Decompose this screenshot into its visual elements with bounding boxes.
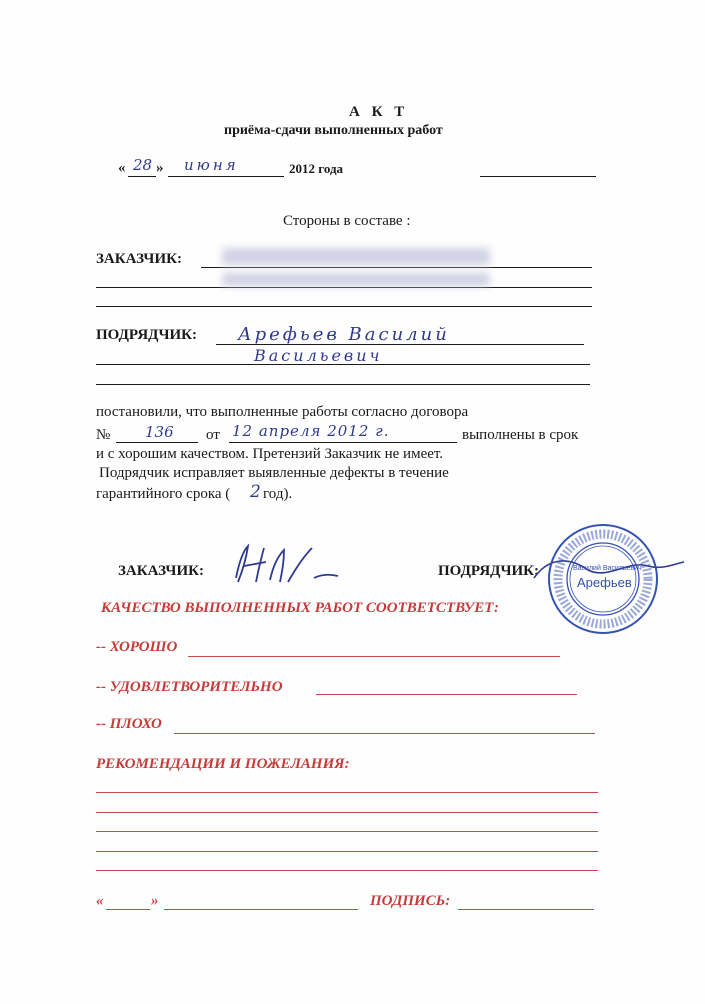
place-line: [480, 176, 596, 177]
company-stamp: [547, 523, 659, 635]
recommendations-line-5[interactable]: [96, 870, 598, 871]
body-from: от: [206, 427, 220, 443]
date-day-line: [128, 176, 156, 177]
contract-number-line: [116, 442, 198, 443]
quality-satisfactory-line[interactable]: [316, 694, 577, 695]
recommendations-line-4[interactable]: [96, 851, 598, 852]
body-line-1: постановили, что выполненные работы согласно договора: [96, 404, 469, 420]
date-close-quote: »: [156, 160, 164, 176]
recommendations-heading: РЕКОМЕНДАЦИИ И ПОЖЕЛАНИЯ:: [96, 756, 350, 772]
customer-line-2: [96, 287, 592, 288]
body-number-sign: №: [96, 427, 111, 443]
recommendations-line-1[interactable]: [96, 792, 598, 793]
quality-good: -- ХОРОШО: [96, 639, 178, 655]
quality-bad-line[interactable]: [174, 733, 595, 734]
document-title: А К Т: [349, 104, 409, 120]
quality-satisfactory: -- УДОВЛЕТВОРИТЕЛЬНО: [96, 679, 283, 695]
contract-date-line: [229, 442, 457, 443]
quality-good-line[interactable]: [188, 656, 560, 657]
stamp-name-large: Арефьев: [577, 575, 632, 590]
quality-bad: -- ПЛОХО: [96, 716, 162, 732]
contractor-label: ПОДРЯДЧИК:: [96, 327, 198, 343]
contract-number-handwritten: 136: [145, 423, 174, 441]
sign-contractor-label: ПОДРЯДЧИК:: [438, 563, 540, 579]
feedback-date-month-line[interactable]: [164, 909, 358, 910]
signature-line[interactable]: [458, 909, 594, 910]
contractor-name-handwritten-1: Арефьев Василий: [238, 324, 450, 345]
body-line-5-start: гарантийного срока (: [96, 486, 231, 502]
signature-label: ПОДПИСЬ:: [370, 893, 451, 909]
customer-name-redacted-2: [222, 273, 490, 286]
body-line-2-end: выполнены в срок: [462, 427, 579, 443]
sign-customer-label: ЗАКАЗЧИК:: [118, 563, 204, 579]
quality-heading: КАЧЕСТВО ВЫПОЛНЕННЫХ РАБОТ СООТВЕТСТВУЕТ:: [101, 600, 499, 616]
customer-label: ЗАКАЗЧИК:: [96, 251, 182, 267]
date-month-line: [168, 176, 284, 177]
contractor-name-handwritten-2: Васильевич: [254, 346, 383, 365]
date-month-handwritten: июня: [184, 156, 239, 174]
contractor-line-3: [96, 384, 590, 385]
customer-line-1: [201, 267, 592, 268]
recommendations-line-3[interactable]: [96, 831, 598, 832]
document-subtitle: приёма-сдачи выполненных работ: [224, 123, 443, 138]
parties-intro: Стороны в составе :: [283, 213, 411, 229]
date-year: 2012 года: [289, 161, 344, 176]
feedback-date-close: »: [151, 893, 159, 909]
feedback-date-open: «: [96, 893, 104, 909]
warranty-years-handwritten: 2: [250, 482, 261, 502]
body-line-3: и с хорошим качеством. Претензий Заказчик не имеет.: [96, 446, 444, 462]
feedback-date-day-line[interactable]: [106, 909, 150, 910]
recommendations-line-2[interactable]: [96, 812, 598, 813]
stamp-name-small: Василий Васильевич: [573, 565, 642, 572]
customer-line-3: [96, 306, 592, 307]
body-line-4: Подрядчик исправляет выявленные дефекты в течение: [99, 465, 449, 481]
contract-date-handwritten: 12 апреля 2012 г.: [232, 422, 390, 440]
customer-name-redacted: [222, 248, 490, 265]
date-day-handwritten: 28: [133, 156, 153, 174]
body-line-5-end: год).: [263, 486, 293, 502]
customer-signature: [226, 538, 346, 588]
date-open-quote: «: [118, 160, 126, 176]
